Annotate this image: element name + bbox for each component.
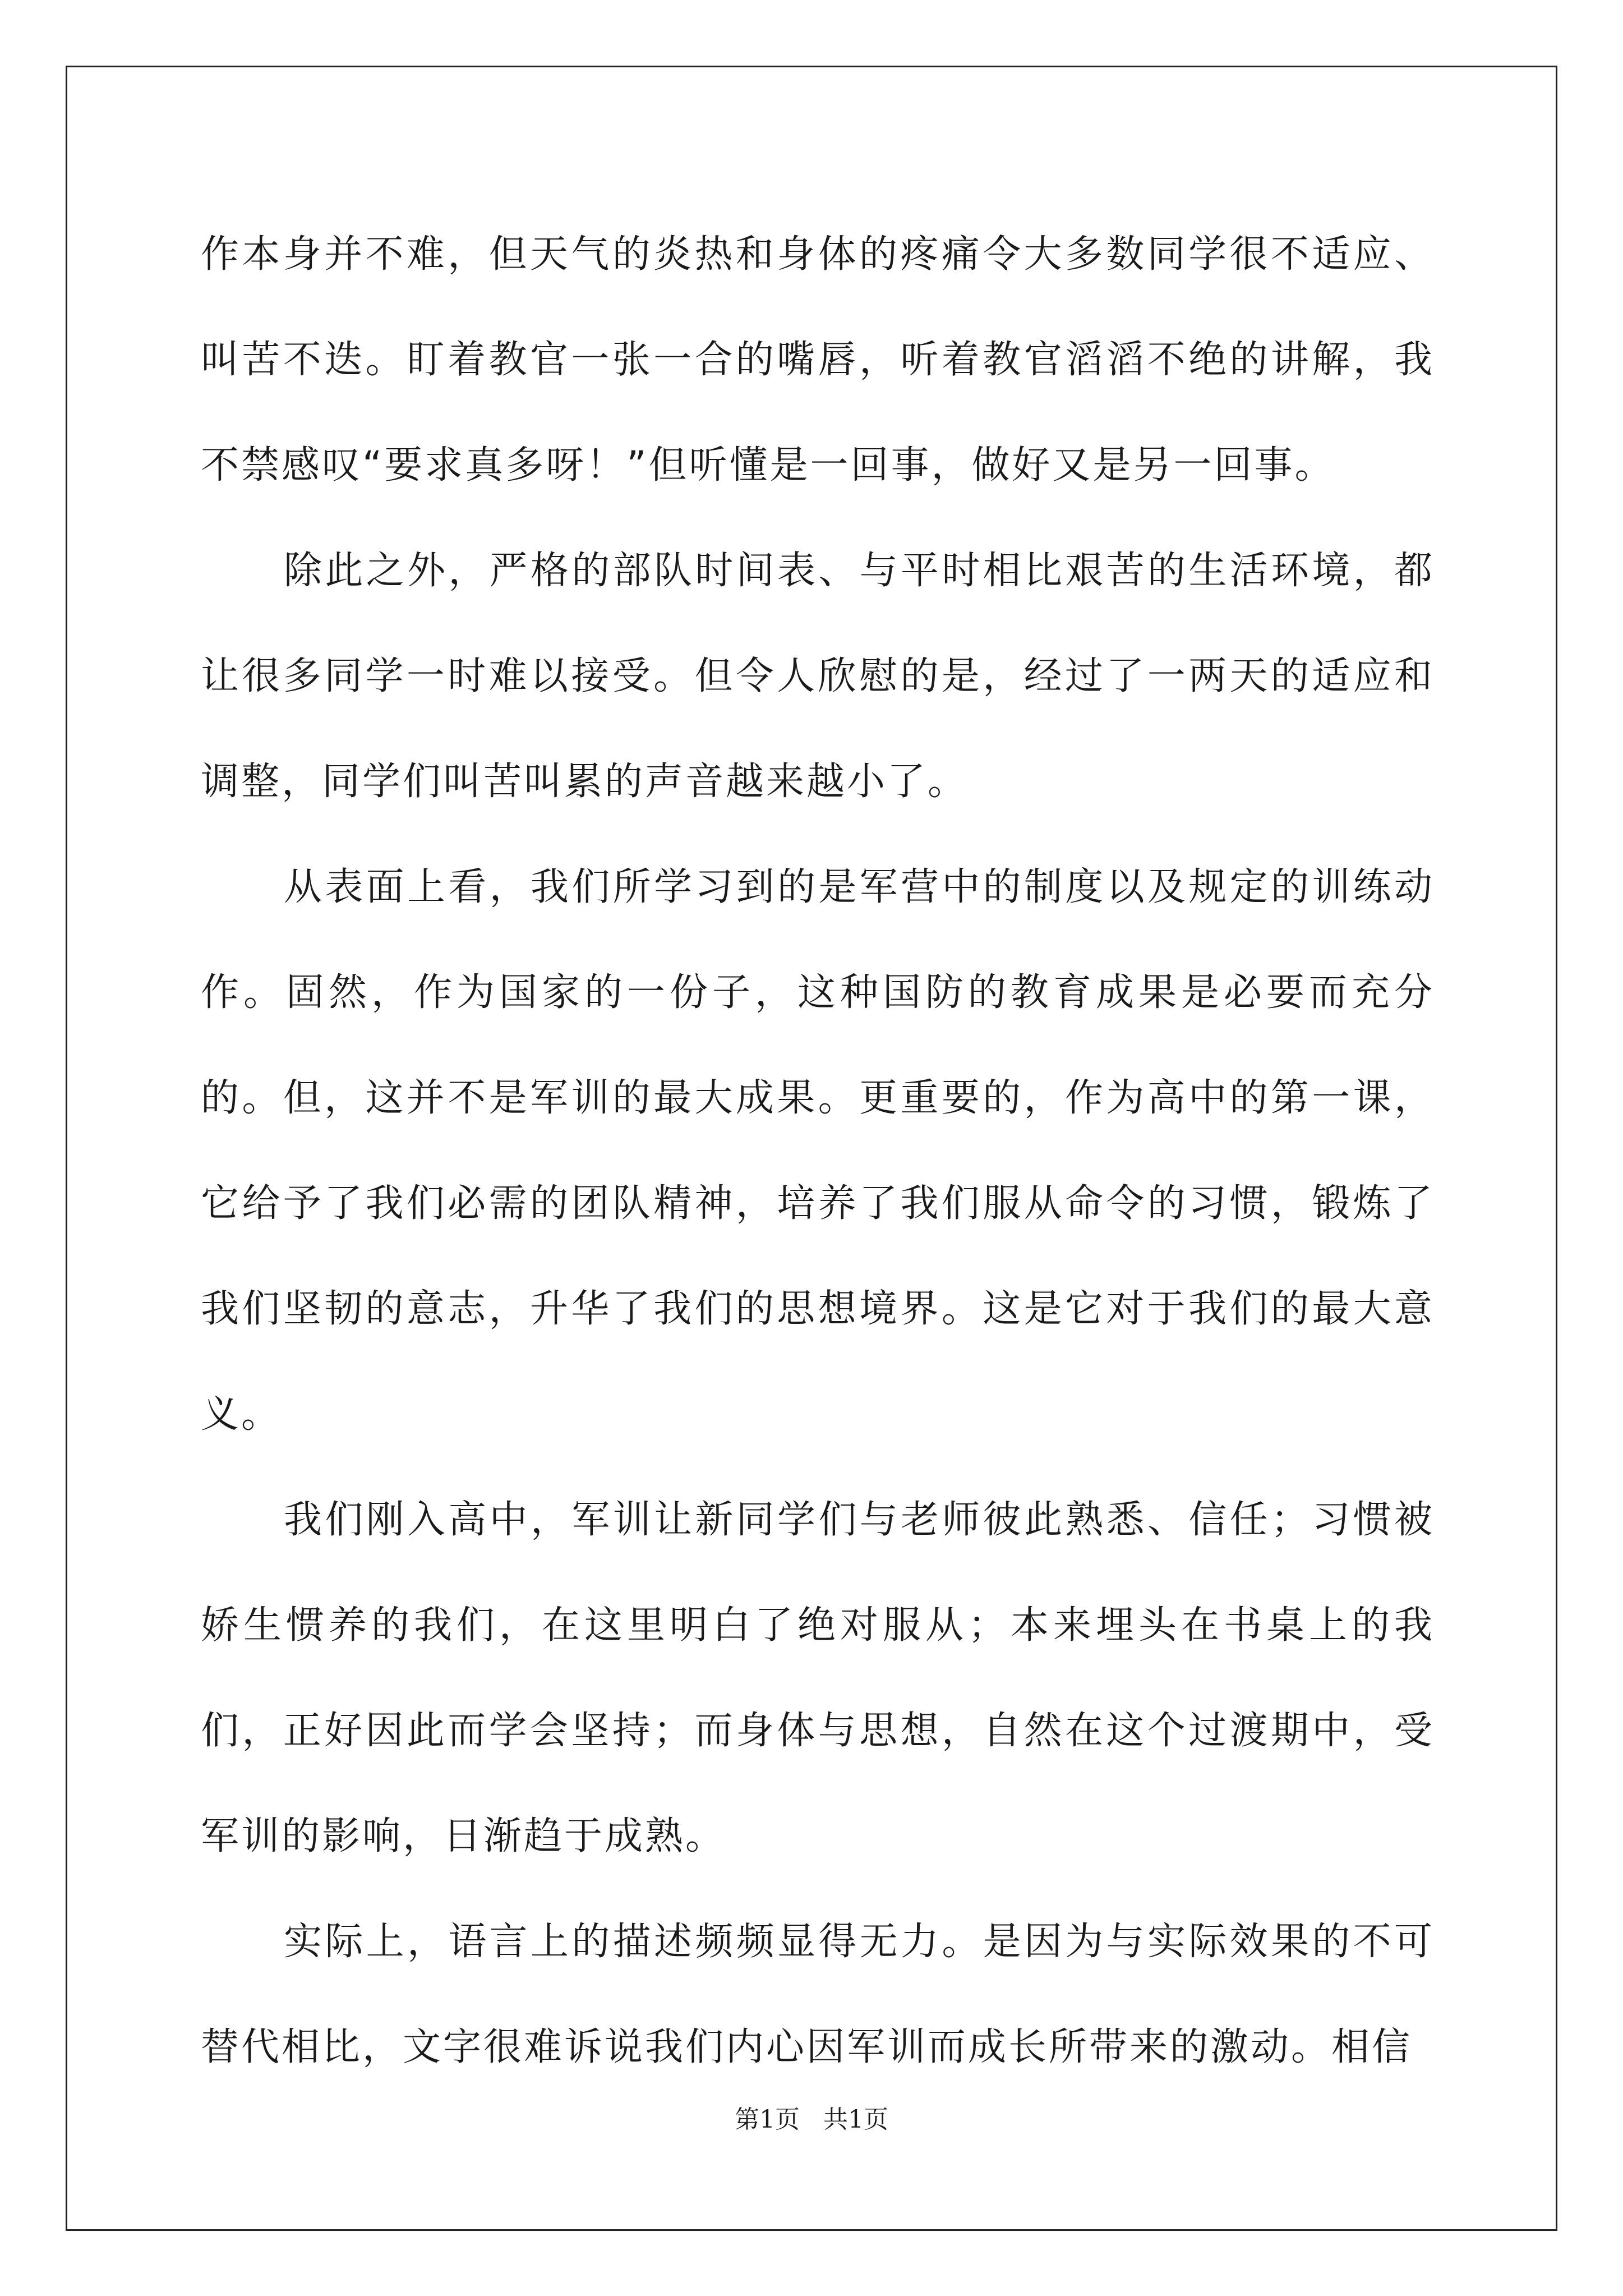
page-footer [0,2099,1623,2135]
page-total: 共1页 [823,2105,888,2134]
paragraph-5: 实际上，语言上的描述频频显得无力。是因为与实际效果的不可替代相比，文字很难诉说我们内心因军训而成长所带来的激动。相信 [201,1920,1435,2069]
document-body [201,202,1435,2100]
page-number: 第1页 [735,2105,800,2134]
paragraph-1: 作本身并不难，但天气的炎热和身体的疼痛令大多数同学很不适应、叫苦不迭。盯着教官一张一合的嘴唇，听着教官滔滔不绝的讲解，我不禁感叹“要求真多呀！”但听懂是一回事，做好又是另一回事。 [201,232,1435,487]
paragraph-3: 从表面上看，我们所学习到的是军营中的制度以及规定的训练动作。固然，作为国家的一份子，这种国防的教育成果是必要而充分的。但，这并不是军训的最大成果。更重要的，作为高中的第一课，它给予了我们必需的团队精神，培养了我们服从命令的习惯，锻炼了我们坚韧的意志，升华了我们的思想境界。这是它对于我们的最大意义。 [201,865,1435,1437]
paragraph-4: 我们刚入高中，军训让新同学们与老师彼此熟悉、信任；习惯被娇生惯养的我们，在这里明白了绝对服从；本来埋头在书桌上的我们，正好因此而学会坚持；而身体与思想，自然在这个过渡期中，受军训的影响，日渐趋于成熟。 [201,1498,1435,1858]
paragraph-2: 除此之外，严格的部队时间表、与平时相比艰苦的生活环境，都让很多同学一时难以接受。但令人欣慰的是，经过了一两天的适应和调整，同学们叫苦叫累的声音越来越小了。 [201,549,1435,804]
